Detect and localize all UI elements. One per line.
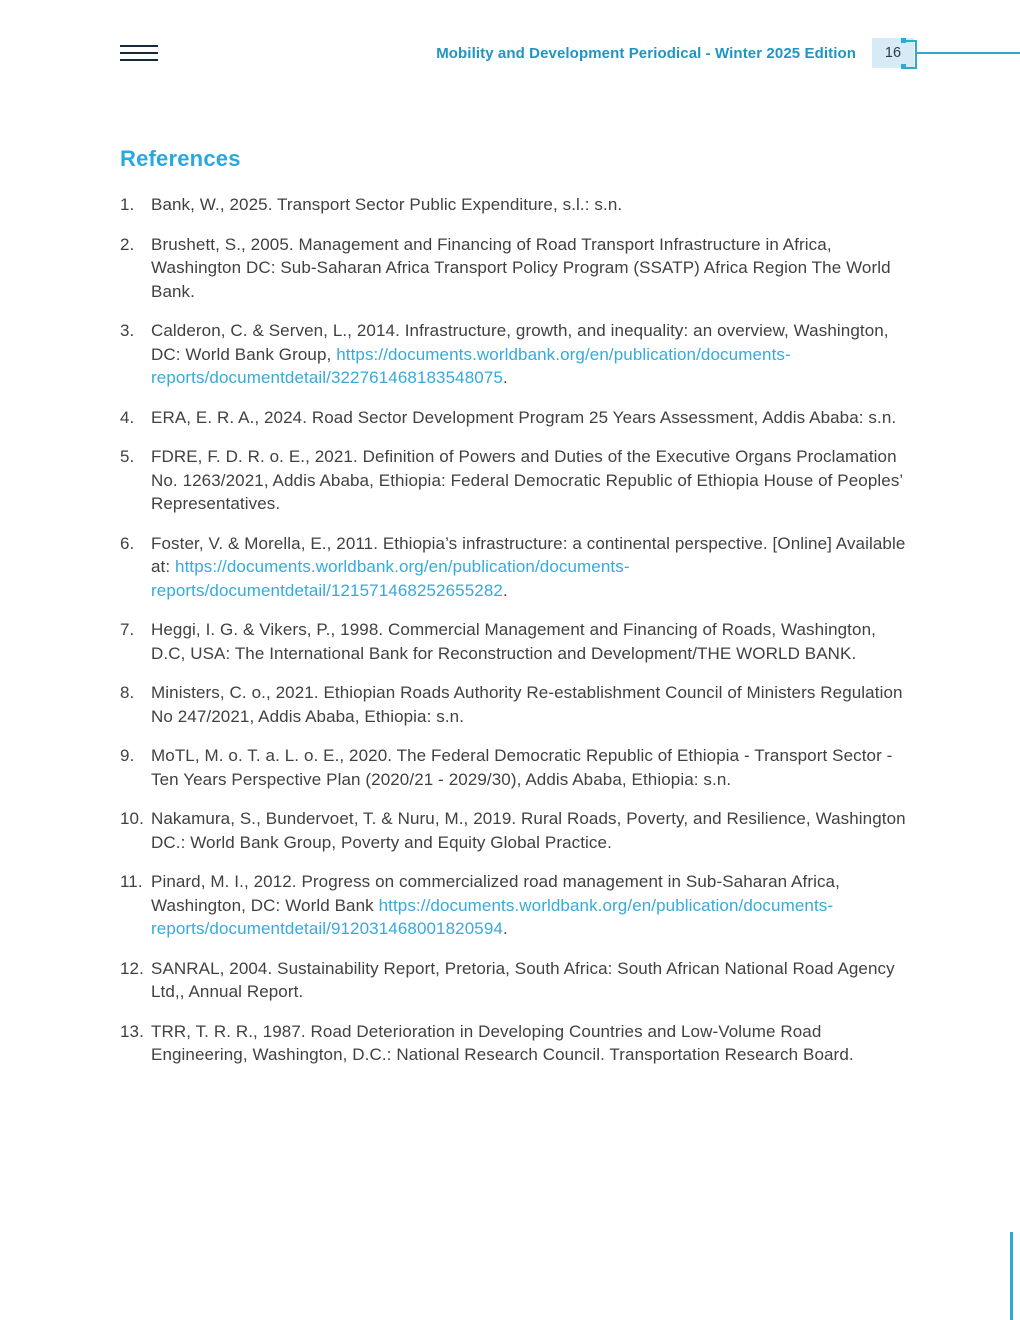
section-heading: References [120,146,241,171]
reference-list [120,193,912,1067]
reference-item [120,445,912,516]
reference-text [151,807,911,854]
reference-text-segment: Foster, V. & Morella, E., 2011. Ethiopia’s infrastructure: a continental perspective. [Online] Available at: [151,533,906,576]
reference-number: 6. [120,533,135,553]
reference-number: 12. [120,958,144,978]
reference-text-segment: Ministers, C. o., 2021. Ethiopian Roads Authority Re-establishment Council of Ministers Regulation No 247/2021, Addis Ababa, Ethiopia: s.n. [151,683,903,726]
reference-text [151,233,911,304]
reference-text-segment: Bank, W., 2025. Transport Sector Public Expenditure, s.l.: s.n. [151,195,623,214]
reference-text-segment: FDRE, F. D. R. o. E., 2021. Definition of Powers and Duties of the Executive Organs Proclamation No. 1263/2021, Addis Ababa, Ethiopia: Federal Democratic Republic of Ethiopia House of Peoples’ Representatives. [151,447,903,513]
reference-number: 1. [120,195,135,214]
reference-text-segment: . [502,919,508,938]
reference-text-segment: Brushett, S., 2005. Management and Financing of Road Transport Infrastructure in Africa, Washington DC: Sub-Saharan Africa Transport Policy Program (SSATP) Africa Region The World Bank. [151,234,891,301]
reference-link[interactable]: https://documents.worldbank.org/en/publication/documents-reports/documentdetail/322761468183548075 [151,344,791,387]
reference-number: 13. [120,1021,144,1041]
reference-number: 3. [120,321,135,340]
reference-item [120,233,912,304]
reference-text [151,618,911,665]
reference-text [151,681,911,728]
reference-text-segment: SANRAL, 2004. Sustainability Report, Pretoria, South Africa: South African National Road Agency Ltd,, Annual Report. [151,958,895,1001]
reference-number: 10. [120,809,144,828]
reference-number: 4. [120,407,135,427]
reference-number: 8. [120,683,135,702]
reference-text-segment: . [502,368,508,387]
references-section [120,146,912,1083]
reference-text-segment: Calderon, C. & Serven, L., 2014. Infrastructure, growth, and inequality: an overview, Washington, DC: World Bank Group, [151,321,889,364]
reference-text-segment: TRR, T. R. R., 1987. Road Deterioration in Developing Countries and Low-Volume Road Engineering, Washington, D.C.: National Research Council. Transportation Research Board. [151,1021,854,1064]
reference-text-segment: ERA, E. R. A., 2024. Road Sector Development Program 25 Years Assessment, Addis Ababa: s.n. [151,407,897,427]
reference-text [151,870,911,941]
reference-text [151,445,911,516]
reference-text [151,957,911,1004]
reference-text-segment: MoTL, M. o. T. a. L. o. E., 2020. The Federal Democratic Republic of Ethiopia - Transport Sector - Ten Years Perspective Plan (2020/21 - 2029/30), Addis Ababa, Ethiopia: s.n. [151,746,893,789]
reference-text-segment: Heggi, I. G. & Vikers, P., 1998. Commercial Management and Financing of Roads, Washington, D.C, USA: The International Bank for Reconstruction and Development/THE WORLD BANK. [151,620,876,663]
reference-number: 5. [120,447,135,466]
reference-text-segment: Pinard, M. I., 2012. Progress on commercialized road management in Sub-Saharan Africa, Washington, DC: World Bank [151,872,840,915]
reference-link[interactable]: https://documents.worldbank.org/en/publication/documents-reports/documentdetail/121571468252655282 [151,557,630,600]
reference-item [120,406,912,430]
page-marker-dot-top [901,38,906,43]
reference-link[interactable]: https://documents.worldbank.org/en/publication/documents-reports/documentdetail/912031468001820594 [151,895,834,938]
reference-number: 7. [120,620,135,639]
reference-text [151,193,911,217]
reference-item [120,618,912,665]
running-header-title: Mobility and Development Periodical - Winter 2025 Edition [436,45,856,62]
header-rule [917,52,1020,54]
reference-item [120,193,912,217]
footer-edge-rule [1010,1232,1013,1320]
reference-text [151,319,911,390]
reference-number: 9. [120,746,135,765]
reference-item [120,807,912,854]
reference-text [151,532,911,603]
reference-item [120,681,912,728]
reference-number: 2. [120,234,135,254]
reference-text-segment: . [502,580,508,600]
reference-number: 11. [120,872,143,891]
reference-text-segment: Nakamura, S., Bundervoet, T. & Nuru, M., 2019. Rural Roads, Poverty, and Resilience, Washington DC.: World Bank Group, Poverty and Equity Global Practice. [151,809,906,852]
reference-text [151,744,911,791]
page-marker-dot-bottom [901,64,906,69]
reference-item [120,870,912,941]
reference-item [120,957,912,1004]
reference-item [120,319,912,390]
reference-item [120,532,912,603]
reference-text [151,1020,911,1067]
reference-item [120,1020,912,1067]
page-number: 16 [884,45,902,61]
reference-text [151,406,911,430]
reference-item [120,744,912,791]
